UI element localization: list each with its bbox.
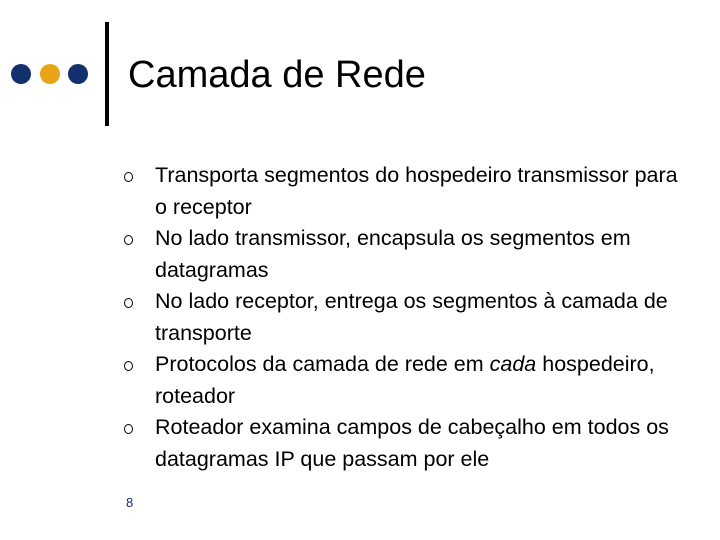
- title-divider: [105, 22, 109, 126]
- decorative-dot-middle: [40, 64, 60, 84]
- bullet-item: [124, 412, 684, 475]
- decorative-dot-right: [68, 64, 88, 84]
- slide-title: Camada de Rede: [128, 54, 426, 96]
- circle-bullet-icon: [124, 235, 133, 245]
- bullet-item: [124, 286, 684, 349]
- bullet-text: No lado receptor, entrega os segmentos à camada de transporte: [155, 289, 668, 345]
- bullet-item: [124, 223, 684, 286]
- bullet-text: Roteador examina campos de cabeçalho em todos os datagramas IP que passam por ele: [155, 415, 669, 471]
- bullet-item: [124, 160, 684, 223]
- bullet-text-start: Protocolos da camada de rede em: [155, 352, 490, 376]
- bullet-text-end: hospedeiro, roteador: [155, 352, 655, 408]
- circle-bullet-icon: [124, 361, 133, 371]
- circle-bullet-icon: [124, 298, 133, 308]
- bullet-text: No lado transmissor, encapsula os segmentos em datagramas: [155, 226, 631, 282]
- circle-bullet-icon: [124, 172, 133, 182]
- circle-bullet-icon: [124, 424, 133, 434]
- bullet-text-emphasis: cada: [489, 352, 537, 376]
- bullet-text: Transporta segmentos do hospedeiro transmissor para o receptor: [155, 163, 678, 219]
- page-number: 8: [126, 495, 134, 510]
- bullet-item: [124, 349, 684, 412]
- bullet-list: [124, 160, 684, 475]
- decorative-dot-left: [11, 64, 31, 84]
